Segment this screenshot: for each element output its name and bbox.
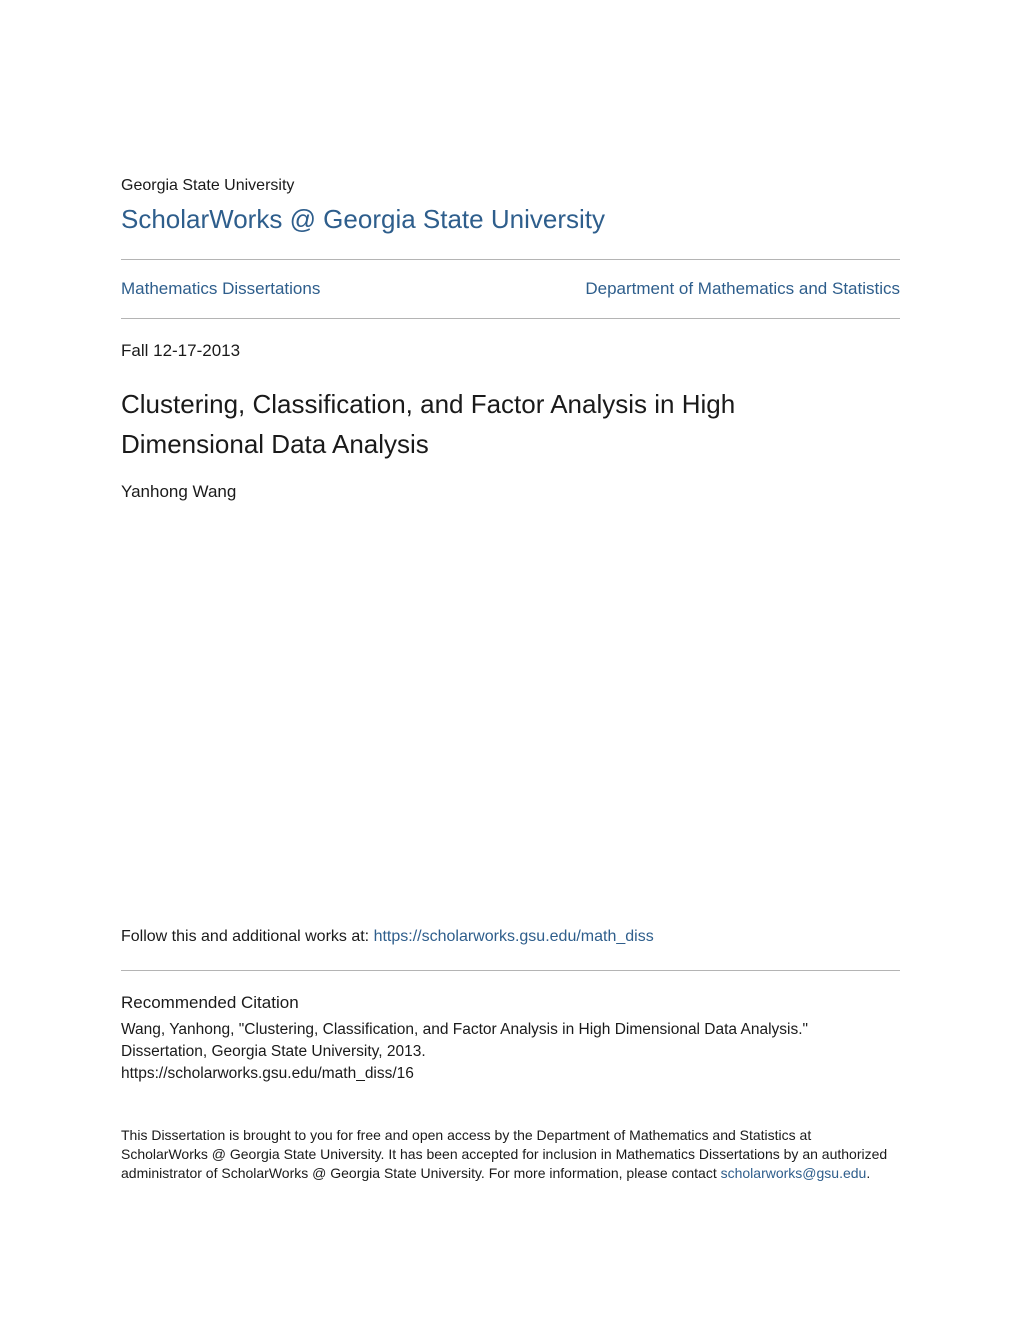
department-link[interactable]: Department of Mathematics and Statistics <box>585 279 900 298</box>
citation-line-3: https://scholarworks.gsu.edu/math_diss/16 <box>121 1065 414 1082</box>
collection-url-link[interactable]: https://scholarworks.gsu.edu/math_diss <box>373 928 654 945</box>
contact-email-link[interactable]: scholarworks@gsu.edu <box>720 1165 867 1181</box>
institution-name: Georgia State University <box>121 177 295 194</box>
top-divider <box>121 259 900 260</box>
citation-line-2: Dissertation, Georgia State University, 2013. <box>121 1043 426 1060</box>
citation-divider <box>121 970 900 971</box>
citation-heading: Recommended Citation <box>121 993 299 1012</box>
footer-end: . <box>866 1165 871 1181</box>
footer-text: This Dissertation is brought to you for free and open access by the Department of Mathematics and Statistics at ScholarWorks @ Georgia State University. It has been accepted for inclusion in Mathematics Dissertations by an authorized administrator of ScholarWorks @ Georgia State University. For more information, please contact <box>121 1127 888 1181</box>
nav-divider <box>121 318 900 319</box>
series-link[interactable]: Mathematics Dissertations <box>121 279 321 298</box>
follow-prefix: Follow this and additional works at: <box>121 928 374 945</box>
document-title: Clustering, Classification, and Factor Analysis in High Dimensional Data Analysis <box>121 389 736 459</box>
footer-notice <box>121 1126 901 1183</box>
citation-line-1: Wang, Yanhong, "Clustering, Classification, and Factor Analysis in High Dimensional Data Analysis." <box>121 1021 809 1038</box>
citation-text <box>121 1019 901 1085</box>
repository-link[interactable]: ScholarWorks @ Georgia State University <box>121 204 605 234</box>
follow-line <box>121 928 654 946</box>
author-name: Yanhong Wang <box>121 482 237 501</box>
publication-date: Fall 12-17-2013 <box>121 341 241 360</box>
